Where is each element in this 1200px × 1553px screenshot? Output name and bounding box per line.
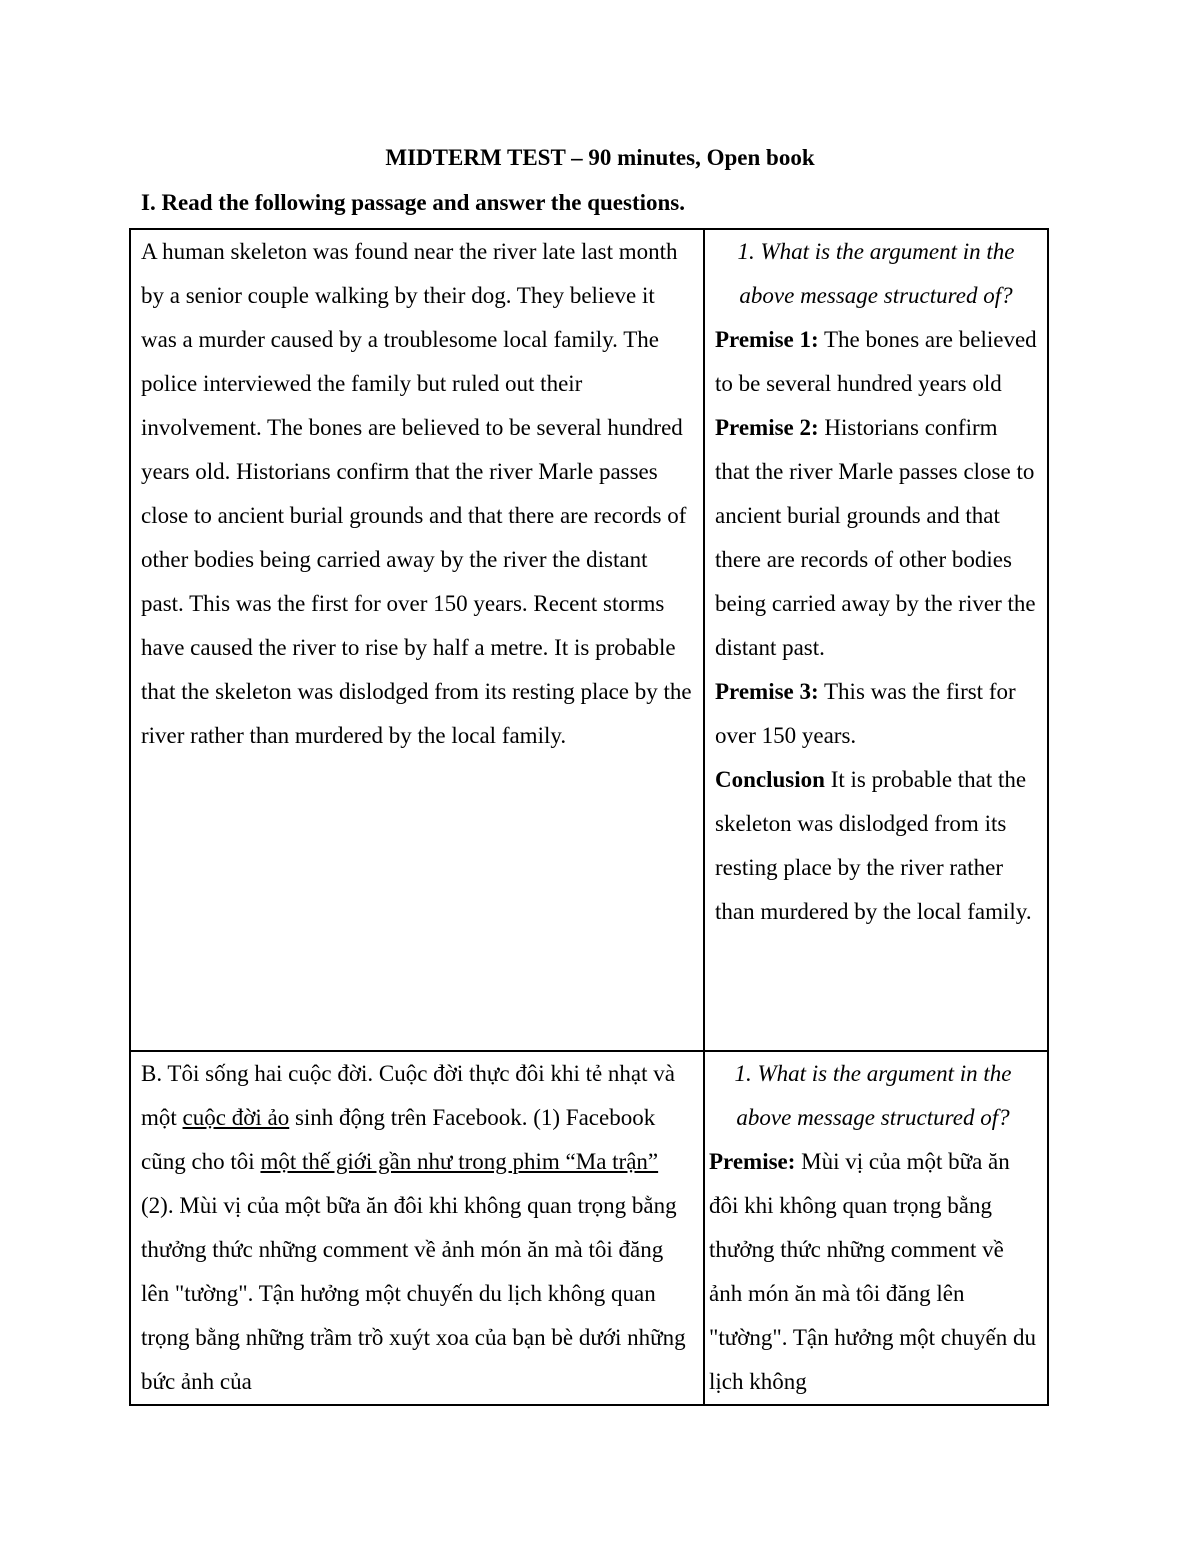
table-row xyxy=(130,1051,1048,1405)
passage-text-part: (2). Mùi vị của một bữa ăn đôi khi không quan trọng bằng thưởng thức những comment về ảnh món ăn mà tôi đăng lên "tường". Tận hưởng một chuyến du lịch không quan trọng bằng những trầm trồ xuýt xoa của bạn bè dưới những bức ảnh của xyxy=(141,1193,686,1394)
premise-3 xyxy=(715,670,1037,758)
passage-text-part: sinh động trên Facebook. (1) Facebook cũng cho tôi xyxy=(141,1105,656,1174)
question-table xyxy=(129,228,1049,1406)
premise-1-label: Premise 1: xyxy=(715,327,819,352)
passage-text xyxy=(141,1052,693,1404)
answer-cell xyxy=(704,1051,1048,1405)
conclusion-label: Conclusion xyxy=(715,767,825,792)
question-text: 1. What is the argument in the above message structured of? xyxy=(734,1061,1012,1130)
conclusion-text: It is probable that the skeleton was dislodged from its resting place by the river rather than murdered by the local family. xyxy=(715,767,1032,924)
table-row xyxy=(130,229,1048,1051)
passage-text: A human skeleton was found near the river late last month by a senior couple walking by their dog. They believe it was a murder caused by a troublesome local family. The police interviewed the family but ruled out their involvement. The bones are believed to be several hundred years old. Historians confirm that the river Marle passes close to ancient burial grounds and that there are records of other bodies being carried away by the river the distant past. This was the first for over 150 years. Recent storms have caused the river to rise by half a metre. It is probable that the skeleton was dislodged from its resting place by the river rather than murdered by the local family. xyxy=(141,239,692,748)
page-title: MIDTERM TEST – 90 minutes, Open book xyxy=(385,145,815,170)
conclusion xyxy=(715,758,1037,934)
premise-2 xyxy=(715,406,1037,670)
premise-3-label: Premise 3: xyxy=(715,679,819,704)
premise-2-label: Premise 2: xyxy=(715,415,819,440)
answer-cell xyxy=(704,229,1048,1051)
passage-text-part: B. Tôi sống hai cuộc đời. Cuộc đời thực đôi khi tẻ nhạt và một xyxy=(141,1061,675,1130)
premise-1-text: The bones are believed to be several hundred years old xyxy=(715,327,1037,396)
passage-cell xyxy=(130,1051,704,1405)
underlined-phrase: cuộc đời ảo xyxy=(182,1105,290,1130)
premise-label: Premise: xyxy=(709,1149,796,1174)
premise-2-text: Historians confirm that the river Marle passes close to ancient burial grounds and that there are records of other bodies being carried away by the river the distant past. xyxy=(715,415,1036,660)
question-text: 1. What is the argument in the above message structured of? xyxy=(737,239,1015,308)
premise-text: Mùi vị của một bữa ăn đôi khi không quan trọng bằng thưởng thức những comment về ảnh món ăn mà tôi đăng lên "tường". Tận hưởng một chuyến du lịch không xyxy=(709,1149,1036,1394)
passage-cell xyxy=(130,229,704,1051)
premise-1 xyxy=(715,318,1037,406)
premise xyxy=(709,1140,1037,1404)
underlined-phrase: một thế giới gần như trong phim “Ma trận” xyxy=(260,1149,659,1174)
premise-3-text: This was the first for over 150 years. xyxy=(715,679,1016,748)
section-heading: I. Read the following passage and answer the questions. xyxy=(141,190,685,215)
